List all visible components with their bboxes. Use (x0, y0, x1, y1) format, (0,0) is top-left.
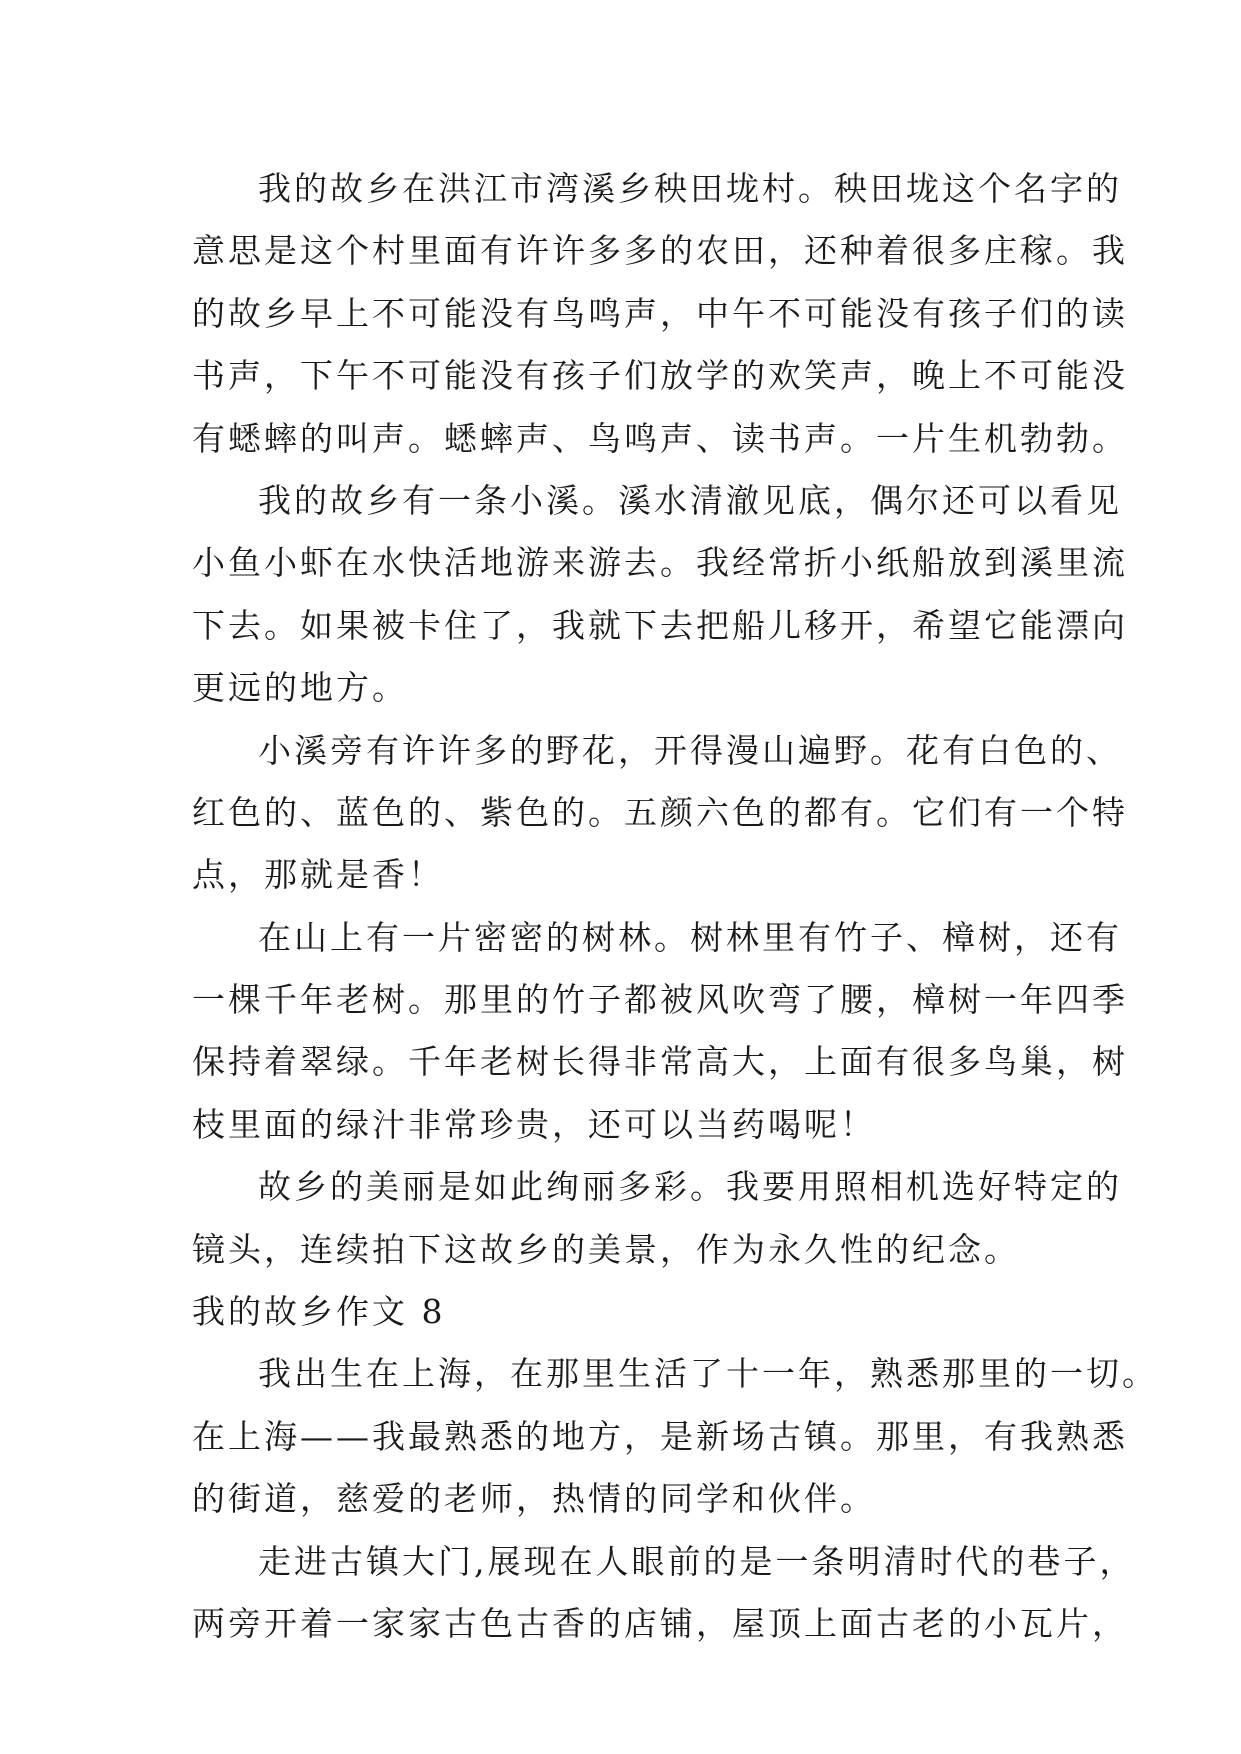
text-line: 我出生在上海，在那里生活了十一年，熟悉那里的一切。 (258, 1354, 1158, 1394)
text-line: 在山上有一片密密的树林。树林里有竹子、樟树，还有 (258, 917, 1122, 957)
text-line: 点，那就是香！ (192, 855, 444, 895)
body-text (192, 158, 1158, 1655)
text-line: 我的故乡有一条小溪。溪水清澈见底，偶尔还可以看见 (258, 480, 1122, 520)
text-line: 更远的地方。 (192, 668, 408, 708)
text-line: 的故乡早上不可能没有鸟鸣声，中午不可能没有孩子们的读 (192, 293, 1128, 333)
text-line: 的街道，慈爱的老师，热情的同学和伙伴。 (192, 1479, 876, 1519)
text-line: 两旁开着一家家古色古香的店铺，屋顶上面古老的小瓦片， (192, 1603, 1128, 1643)
text-line: 走进古镇大门,展现在人眼前的是一条明清时代的巷子， (258, 1541, 1136, 1581)
text-line: 一棵千年老树。那里的竹子都被风吹弯了腰，樟树一年四季 (192, 980, 1128, 1020)
text-line: 小溪旁有许许多的野花，开得漫山遍野。花有白色的、 (258, 730, 1122, 770)
text-line: 在上海——我最熟悉的地方，是新场古镇。那里，有我熟悉 (192, 1416, 1128, 1456)
text-line: 保持着翠绿。千年老树长得非常高大，上面有很多鸟巢，树 (192, 1042, 1128, 1082)
text-line: 有蟋蟀的叫声。蟋蟀声、鸟鸣声、读书声。一片生机勃勃。 (192, 418, 1128, 458)
text-line: 红色的、蓝色的、紫色的。五颜六色的都有。它们有一个特 (192, 792, 1128, 832)
text-line: 枝里面的绿汁非常珍贵，还可以当药喝呢！ (192, 1104, 876, 1144)
text-line: 镜头，连续拍下这故乡的美景，作为永久性的纪念。 (192, 1229, 1020, 1269)
text-line: 我的故乡在洪江市湾溪乡秧田垅村。秧田垅这个名字的 (258, 169, 1122, 208)
text-line: 意思是这个村里面有许许多多的农田，还种着很多庄稼。我 (192, 231, 1128, 271)
section-heading: 我的故乡作文 8 (192, 1292, 446, 1332)
text-line: 故乡的美丽是如此绚丽多彩。我要用照相机选好特定的 (258, 1167, 1122, 1207)
text-line: 书声，下午不可能没有孩子们放学的欢笑声，晚上不可能没 (192, 356, 1128, 396)
text-line: 小鱼小虾在水快活地游来游去。我经常折小纸船放到溪里流 (192, 543, 1128, 583)
text-line: 下去。如果被卡住了，我就下去把船儿移开，希望它能漂向 (192, 605, 1128, 645)
